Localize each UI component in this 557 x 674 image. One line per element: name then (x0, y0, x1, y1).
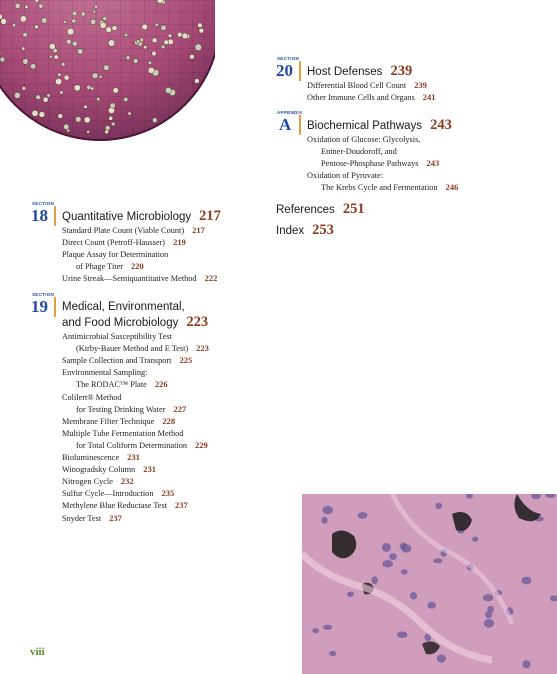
colony (49, 55, 52, 58)
toc-entry-text: Bioluminescence (62, 453, 120, 462)
colony (58, 114, 63, 119)
colony (164, 40, 169, 45)
toc-entry (62, 367, 148, 378)
section-20-page: 239 (390, 63, 413, 79)
colony (54, 55, 58, 59)
index-entry (276, 222, 334, 239)
colony (105, 130, 109, 134)
section-18-accent-bar (54, 206, 56, 226)
toc-entry-text: Winogradsky Column (62, 465, 136, 475)
colony (87, 130, 90, 133)
references-page: 251 (342, 201, 365, 217)
cell-nucleus (521, 577, 531, 585)
toc-entry-text: Urine Streak—Semiquantitative Method (62, 274, 197, 284)
toc-entry-page: 226 (154, 379, 168, 390)
cell-nucleus (389, 553, 397, 560)
colony (103, 16, 107, 20)
index-page: 253 (312, 222, 334, 238)
section-18-title-text: Quantitative Microbiology (62, 211, 192, 223)
toc-entry-page: 219 (173, 237, 186, 248)
colony (155, 23, 159, 27)
toc-entry (307, 80, 427, 91)
colony (91, 19, 96, 24)
toc-entry-text: Other Immune Cells and Organs (307, 93, 415, 103)
cell-nucleus (400, 543, 407, 551)
cell-nucleus (437, 655, 446, 663)
toc-entry (62, 225, 205, 236)
colony (67, 129, 70, 132)
colony (92, 73, 98, 79)
colony (39, 4, 43, 8)
section-19-number: 19 (31, 297, 48, 316)
toc-entry-page: 217 (192, 225, 205, 235)
toc-entry-text: Oxidation of Pyruvate: (307, 171, 384, 181)
colony (49, 43, 55, 49)
colony (84, 117, 90, 123)
section-19-title-line2-text: and Food Microbiology (62, 317, 179, 329)
micrograph-image (302, 494, 557, 674)
colony (23, 32, 28, 37)
cell-nucleus (382, 560, 393, 567)
colony (126, 56, 130, 60)
toc-entry-page: 227 (173, 403, 187, 414)
toc-entry (307, 92, 435, 103)
toc-entry (76, 379, 168, 390)
colony (142, 24, 148, 30)
toc-entry (62, 452, 140, 463)
colony (15, 3, 20, 8)
toc-entry-page: 231 (127, 452, 140, 462)
toc-entry-page: 225 (179, 355, 193, 366)
section-20-accent-bar (299, 61, 301, 81)
appendix-a-title (307, 118, 452, 133)
colony (198, 23, 203, 28)
references-title: References (276, 204, 335, 216)
section-19-label: SECTION (32, 292, 55, 297)
colony (140, 38, 144, 42)
colony (75, 117, 81, 123)
toc-entry (62, 331, 172, 342)
colony (35, 25, 39, 29)
cell-nucleus (410, 592, 417, 600)
toc-entry (76, 343, 209, 354)
colony (39, 112, 45, 118)
colony (41, 18, 47, 24)
section-19-accent-bar (54, 297, 56, 317)
cell-nucleus (522, 660, 530, 668)
section-18-label: SECTION (32, 201, 55, 206)
colony (0, 57, 5, 62)
references-entry (276, 201, 365, 218)
toc-entry-text: Colilert® Method (62, 392, 122, 402)
colony (67, 28, 74, 35)
toc-entry (76, 404, 186, 415)
colony (109, 116, 113, 120)
colony (72, 11, 77, 16)
toc-entry (62, 273, 217, 284)
section-19-title-line2 (62, 315, 208, 330)
colony (113, 88, 119, 94)
toc-entry-text: Entner-Doudoroff, and (321, 147, 397, 157)
cell-nucleus (323, 625, 332, 630)
toc-entry (62, 513, 122, 524)
appendix-a-title-text: Biochemical Pathways (307, 120, 423, 132)
colony (195, 79, 200, 84)
agar-plate-image (0, 0, 215, 160)
cell-nucleus (397, 631, 408, 638)
cell-nucleus (329, 651, 336, 656)
toc-entry-page: 223 (196, 343, 209, 354)
toc-entry-text: Sample Collection and Transport (62, 356, 172, 366)
cell-nucleus (321, 517, 327, 524)
colony (84, 105, 88, 109)
appendix-a-page: 243 (430, 117, 452, 133)
section-18-page: 217 (199, 208, 221, 224)
colony (81, 12, 85, 16)
colony (148, 61, 152, 65)
toc-entry-page: 246 (445, 182, 459, 193)
tissue-micrograph (302, 494, 557, 674)
toc-entry-text: Plaque Assay for Determination (62, 250, 169, 260)
cell-nucleus (435, 503, 442, 509)
toc-entry-page: 239 (414, 80, 427, 90)
colony (72, 19, 76, 23)
colony (124, 33, 128, 37)
toc-entry-page: 222 (204, 273, 218, 284)
section-20-number: 20 (276, 61, 293, 80)
colony (165, 87, 171, 93)
toc-entry-text: Antimicrobial Susceptibility Test (62, 332, 172, 341)
colony (55, 78, 61, 84)
colony (128, 112, 132, 116)
colony (14, 92, 20, 98)
colony (77, 49, 83, 55)
colony (36, 95, 41, 100)
colony (152, 51, 157, 56)
toc-entry (76, 261, 144, 272)
toc-entry-page: 243 (426, 158, 440, 169)
toc-entry-text: The RODAC™ Plate (76, 380, 147, 390)
index-title: Index (276, 225, 305, 237)
cell-nucleus (485, 611, 492, 618)
toc-entry (62, 416, 175, 427)
colony (96, 97, 100, 101)
colony (104, 65, 110, 71)
colony (58, 73, 61, 76)
colony (143, 45, 147, 49)
colony (190, 54, 195, 59)
section-20-title-text: Host Defenses (307, 66, 383, 78)
toc-entry (321, 158, 439, 169)
toc-entry-page: 231 (143, 464, 156, 475)
toc-entry-text: Methylene Blue Reductase Test (62, 501, 168, 511)
page-folio: viii (30, 646, 45, 658)
colony (152, 38, 157, 43)
cell-nucleus (472, 537, 478, 542)
toc-entry-text: Membrane Filter Technique (62, 416, 155, 426)
toc-entry-text: Oxidation of Glucose: Glycolysis, (307, 135, 421, 144)
cell-nucleus (358, 512, 368, 519)
section-18-number: 18 (31, 206, 48, 225)
toc-entry-page: 237 (109, 512, 122, 523)
colony (32, 110, 38, 116)
cell-nucleus (484, 619, 494, 628)
colony (94, 5, 98, 9)
appendix-a-label: APPENDIX (277, 110, 303, 115)
colony (177, 32, 182, 37)
toc-entry-page: 237 (175, 500, 188, 511)
colony (152, 118, 157, 123)
colony (182, 33, 188, 39)
cell-nucleus (433, 558, 443, 563)
toc-entry-text: Differential Blood Cell Count (307, 81, 407, 90)
toc-entry-page: 235 (161, 488, 175, 499)
colony (108, 40, 115, 47)
colony (112, 26, 117, 31)
toc-entry-text: of Phage Titer (76, 262, 124, 272)
toc-entry-text: Standard Plate Count (Viable Count) (62, 226, 185, 235)
section-19-page: 223 (186, 314, 209, 330)
toc-entry-page: 228 (162, 415, 176, 426)
toc-entry (307, 134, 420, 145)
agar-plate-photo (0, 0, 215, 160)
cell-nucleus (483, 594, 493, 601)
colony (74, 85, 80, 91)
colony (61, 62, 65, 66)
colony (66, 39, 71, 44)
cell-nucleus (372, 576, 378, 584)
colony (60, 91, 63, 94)
colony (64, 75, 69, 80)
colony (199, 28, 204, 33)
colony (47, 94, 51, 98)
colony (161, 25, 166, 30)
colony (12, 23, 16, 27)
cell-nucleus (382, 543, 391, 552)
toc-entry-text: Nitrogen Cycle (62, 477, 113, 487)
toc-entry-text: Direct Count (Petroff-Hausser) (62, 238, 166, 248)
colony (136, 40, 140, 44)
cell-nucleus (312, 628, 319, 633)
toc-entry (62, 476, 134, 487)
colony (63, 20, 66, 23)
toc-entry (62, 500, 188, 511)
colony (111, 122, 115, 126)
colony (22, 47, 25, 50)
section-19-title-line1: Medical, Environmental, (62, 301, 185, 313)
appendix-a-letter: A (279, 115, 292, 134)
toc-entry-text: (Kirby-Bauer Method and E Test) (76, 344, 189, 354)
colony (43, 97, 48, 102)
toc-entry (307, 170, 383, 181)
toc-entry (62, 355, 192, 366)
section-20-label: SECTION (277, 56, 300, 61)
colony (72, 41, 77, 46)
toc-entry (62, 392, 122, 403)
toc-entry-page: 232 (120, 476, 134, 487)
colony (168, 34, 172, 38)
toc-entry (62, 237, 186, 248)
toc-entry (62, 249, 168, 260)
toc-entry-page: 241 (422, 92, 436, 103)
colony (93, 10, 96, 13)
colony (22, 87, 26, 91)
colony (133, 59, 138, 64)
colony (106, 27, 112, 33)
colony (20, 16, 26, 22)
colony (124, 97, 128, 101)
toc-entry-page: 229 (195, 439, 208, 450)
toc-entry-text: Multiple Tube Fermentation Method (62, 428, 184, 438)
cell-nucleus (322, 506, 333, 515)
cell-nucleus (427, 602, 436, 609)
toc-entry (321, 146, 397, 157)
toc-entry (62, 464, 156, 475)
colony (23, 59, 29, 65)
colony (195, 44, 202, 51)
colony (25, 5, 29, 9)
colony (148, 67, 154, 73)
cell-nucleus (347, 592, 354, 597)
colony (30, 64, 35, 69)
toc-entry-text: Sulfur Cycle—Introduction (62, 489, 154, 499)
colony (161, 45, 165, 49)
toc-entry (76, 440, 208, 451)
appendix-a-accent-bar (299, 115, 301, 135)
toc-entry-text: Snyder Test (62, 513, 102, 523)
toc-entry-page: 220 (131, 261, 144, 272)
section-20-title (307, 64, 412, 79)
colony (99, 75, 102, 78)
toc-entry (321, 182, 458, 193)
toc-entry-text: Pentose-Phosphase Pathways (321, 159, 419, 169)
colony (105, 126, 110, 131)
colony (87, 85, 91, 89)
toc-entry-text: The Krebs Cycle and Fermentation (321, 183, 438, 193)
toc-entry (62, 428, 183, 439)
colony (35, 0, 39, 3)
section-18-title (62, 209, 221, 224)
cell-nucleus (401, 569, 408, 574)
toc-entry-text: for Total Coliform Determination (76, 440, 188, 450)
colony (1, 18, 7, 24)
colony (110, 103, 115, 108)
colony (100, 22, 106, 28)
toc-entry (62, 488, 174, 499)
toc-entry-text: Environmental Sampling: (62, 368, 148, 378)
toc-entry-text: for Testing Drinking Water (76, 404, 166, 414)
